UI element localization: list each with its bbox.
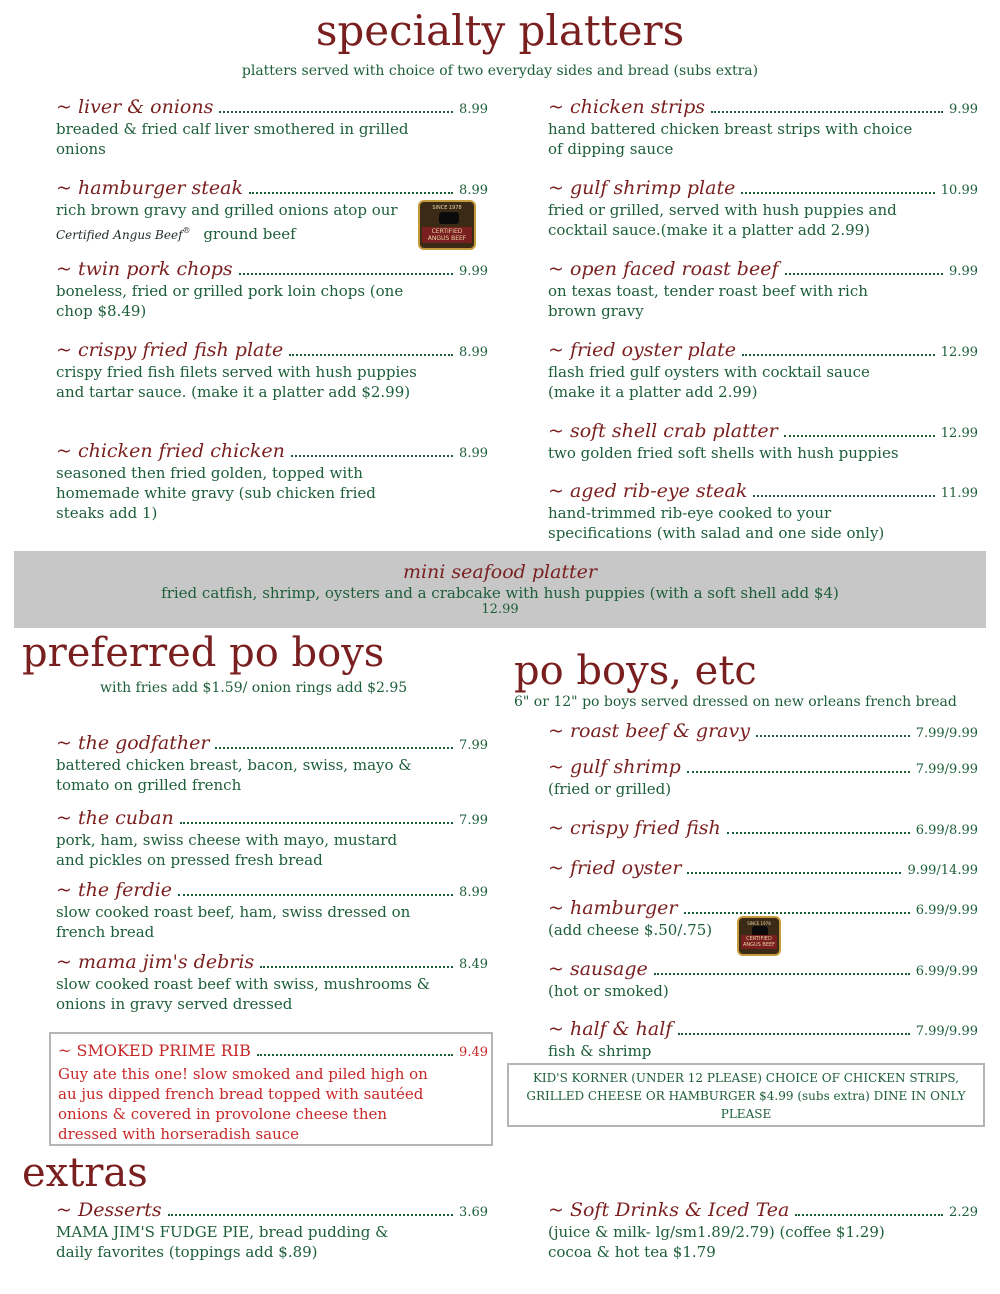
item-desc: (hot or smoked) xyxy=(548,982,669,1000)
item-name: ~ fried oyster xyxy=(548,857,682,879)
item-desc: hand-trimmed rib-eye cooked to your specifications (with salad and one side only) xyxy=(548,504,885,542)
poboys-title: po boys, etc xyxy=(514,648,757,694)
item-desc: slow cooked roast beef, ham, swiss dressed on french bread xyxy=(56,903,411,941)
item-name: ~ twin pork chops xyxy=(56,258,233,280)
menu-item xyxy=(548,420,978,463)
menu-item xyxy=(548,177,978,240)
item-name: ~ mama jim's debris xyxy=(56,951,255,973)
item-name: ~ Soft Drinks & Iced Tea xyxy=(548,1199,790,1221)
menu-item xyxy=(548,720,978,742)
item-price: 7.99 xyxy=(459,813,488,828)
item-price: 7.99/9.99 xyxy=(915,1024,978,1039)
item-desc: seasoned then fried golden, topped with homemade white gravy (sub chicken fried steaks add 1) xyxy=(56,464,376,522)
specialty-subtitle: platters served with choice of two everyday sides and bread (subs extra) xyxy=(241,63,759,79)
item-price: 7.99/9.99 xyxy=(915,762,978,777)
mini-seafood-banner xyxy=(14,551,986,628)
mini-platter-desc: fried catfish, shrimp, oysters and a crabcake with hush puppies (with a soft shell add $4) xyxy=(161,584,839,602)
item-desc: flash fried gulf oysters with cocktail sauce (make it a platter add 2.99) xyxy=(548,363,870,401)
item-desc: MAMA JIM'S FUDGE PIE, bread pudding & daily favorites (toppings add $.89) xyxy=(56,1223,389,1261)
item-desc: rich brown gravy and grilled onions atop our xyxy=(56,201,398,219)
item-name: ~ chicken strips xyxy=(548,96,706,118)
item-price: 12.99 xyxy=(940,426,978,441)
item-desc: battered chicken breast, bacon, swiss, mayo & tomato on grilled french xyxy=(56,756,412,794)
brand-text: Certified Angus Beef xyxy=(56,228,183,242)
menu-item xyxy=(548,817,978,839)
menu-item xyxy=(548,756,978,799)
item-name: ~ half & half xyxy=(548,1018,673,1040)
item-name: ~ roast beef & gravy xyxy=(548,720,750,742)
certified-angus-beef-logo: SINCE 1978 CERTIFIED ANGUS BEEF xyxy=(418,200,476,250)
item-name: ~ soft shell crab platter xyxy=(548,420,778,442)
item-name: ~ the cuban xyxy=(56,807,174,829)
item-desc: on texas toast, tender roast beef with rich brown gravy xyxy=(548,282,868,320)
poboys-subtitle: 6" or 12" po boys served dressed on new orleans french bread xyxy=(514,694,957,710)
menu-item xyxy=(56,258,488,321)
item-price: 6.99/9.99 xyxy=(915,964,978,979)
kids-korner-box xyxy=(507,1063,985,1127)
item-price: 7.99 xyxy=(459,738,488,753)
item-desc: (add cheese $.50/.75) xyxy=(548,921,713,939)
menu-item xyxy=(56,1199,488,1262)
item-price: 6.99/8.99 xyxy=(915,823,978,838)
registered-mark: ® xyxy=(182,226,191,235)
item-price: 8.49 xyxy=(459,957,488,972)
item-price: 8.99 xyxy=(459,102,488,117)
item-price: 8.99 xyxy=(459,446,488,461)
item-name: ~ aged rib-eye steak xyxy=(548,480,748,502)
item-price: 7.99/9.99 xyxy=(915,726,978,741)
item-desc: fried or grilled, served with hush puppies and cocktail sauce.(make it a platter add 2.99) xyxy=(548,201,897,239)
brand-tail-text: ground beef xyxy=(203,225,296,243)
item-price: 2.29 xyxy=(949,1205,978,1220)
menu-item xyxy=(548,1018,978,1061)
item-name: ~ SMOKED PRIME RIB xyxy=(58,1041,251,1060)
item-price: 8.99 xyxy=(459,183,488,198)
item-name: ~ open faced roast beef xyxy=(548,258,779,280)
extras-title: extras xyxy=(22,1150,148,1196)
item-name: ~ hamburger steak xyxy=(56,177,244,199)
menu-item xyxy=(56,339,488,402)
item-desc: Guy ate this one! slow smoked and piled high on au jus dipped french bread topped with sautéed onions & covered in provolone cheese then dressed with horseradish sauce xyxy=(58,1065,428,1143)
specialty-title: specialty platters xyxy=(315,6,685,55)
menu-item xyxy=(56,951,488,1014)
item-name: ~ liver & onions xyxy=(56,96,214,118)
menu-item xyxy=(548,258,978,321)
preferred-title: preferred po boys xyxy=(22,630,385,676)
item-desc: crispy fried fish filets served with hush puppies and tartar sauce. (make it a platter add $2.99) xyxy=(56,363,417,401)
item-name: ~ hamburger xyxy=(548,897,678,919)
item-name: ~ fried oyster plate xyxy=(548,339,736,361)
item-name: ~ crispy fried fish plate xyxy=(56,339,284,361)
item-desc: hand battered chicken breast strips with choice of dipping sauce xyxy=(548,120,913,158)
item-name: ~ gulf shrimp xyxy=(548,756,681,778)
item-desc: two golden fried soft shells with hush puppies xyxy=(548,444,899,462)
item-price: 8.99 xyxy=(459,345,488,360)
item-price: 6.99/9.99 xyxy=(915,903,978,918)
item-price: 3.69 xyxy=(459,1205,488,1220)
mini-platter-title: mini seafood platter xyxy=(402,561,598,583)
item-desc: breaded & fried calf liver smothered in grilled onions xyxy=(56,120,409,158)
item-name: ~ the ferdie xyxy=(56,879,172,901)
menu-item xyxy=(548,857,978,879)
item-desc: boneless, fried or grilled pork loin chops (one chop $8.49) xyxy=(56,282,404,320)
item-price: 10.99 xyxy=(940,183,978,198)
item-name: ~ Desserts xyxy=(56,1199,162,1221)
item-name: ~ sausage xyxy=(548,958,648,980)
item-name: ~ gulf shrimp plate xyxy=(548,177,736,199)
item-price: 8.99 xyxy=(459,885,488,900)
special-item-box xyxy=(49,1032,493,1146)
item-desc: (juice & milk- lg/sm1.89/2.79) (coffee $1.29) cocoa & hot tea $1.79 xyxy=(548,1223,885,1261)
item-price: 11.99 xyxy=(940,486,978,501)
cow-icon xyxy=(439,212,459,224)
item-price: 9.99 xyxy=(459,264,488,279)
menu-item xyxy=(548,480,978,543)
certified-angus-beef-logo: SINCE 1978 CERTIFIED ANGUS BEEF xyxy=(737,916,781,956)
menu-item xyxy=(56,879,488,942)
mini-platter-price: 12.99 xyxy=(481,602,519,617)
item-desc: (fried or grilled) xyxy=(548,780,672,798)
item-name: ~ chicken fried chicken xyxy=(56,440,285,462)
menu-item xyxy=(56,732,488,795)
menu-item-special xyxy=(58,1041,488,1144)
item-desc: slow cooked roast beef with swiss, mushrooms & onions in gravy served dressed xyxy=(56,975,431,1013)
menu-item xyxy=(548,96,978,159)
menu-item xyxy=(56,807,488,870)
kids-korner-text: KID'S KORNER (UNDER 12 PLEASE) CHOICE OF CHICKEN STRIPS, GRILLED CHEESE OR HAMBURGER $4.99 (subs extra) DINE IN ONLY PLEASE xyxy=(526,1071,966,1121)
item-price: 9.99/14.99 xyxy=(907,863,978,878)
item-name: ~ the godfather xyxy=(56,732,210,754)
menu-item xyxy=(548,958,978,1001)
menu-item xyxy=(56,440,488,523)
preferred-subtitle: with fries add $1.59/ onion rings add $2.95 xyxy=(100,680,408,696)
item-name: ~ crispy fried fish xyxy=(548,817,721,839)
menu-item xyxy=(548,339,978,402)
item-price: 9.99 xyxy=(949,264,978,279)
item-price: 12.99 xyxy=(940,345,978,360)
item-price: 9.99 xyxy=(949,102,978,117)
item-desc: pork, ham, swiss cheese with mayo, mustard and pickles on pressed fresh bread xyxy=(56,831,398,869)
menu-item xyxy=(56,96,488,159)
menu-item xyxy=(548,1199,978,1262)
item-desc: fish & shrimp xyxy=(548,1042,652,1060)
item-price: 9.49 xyxy=(459,1045,488,1060)
